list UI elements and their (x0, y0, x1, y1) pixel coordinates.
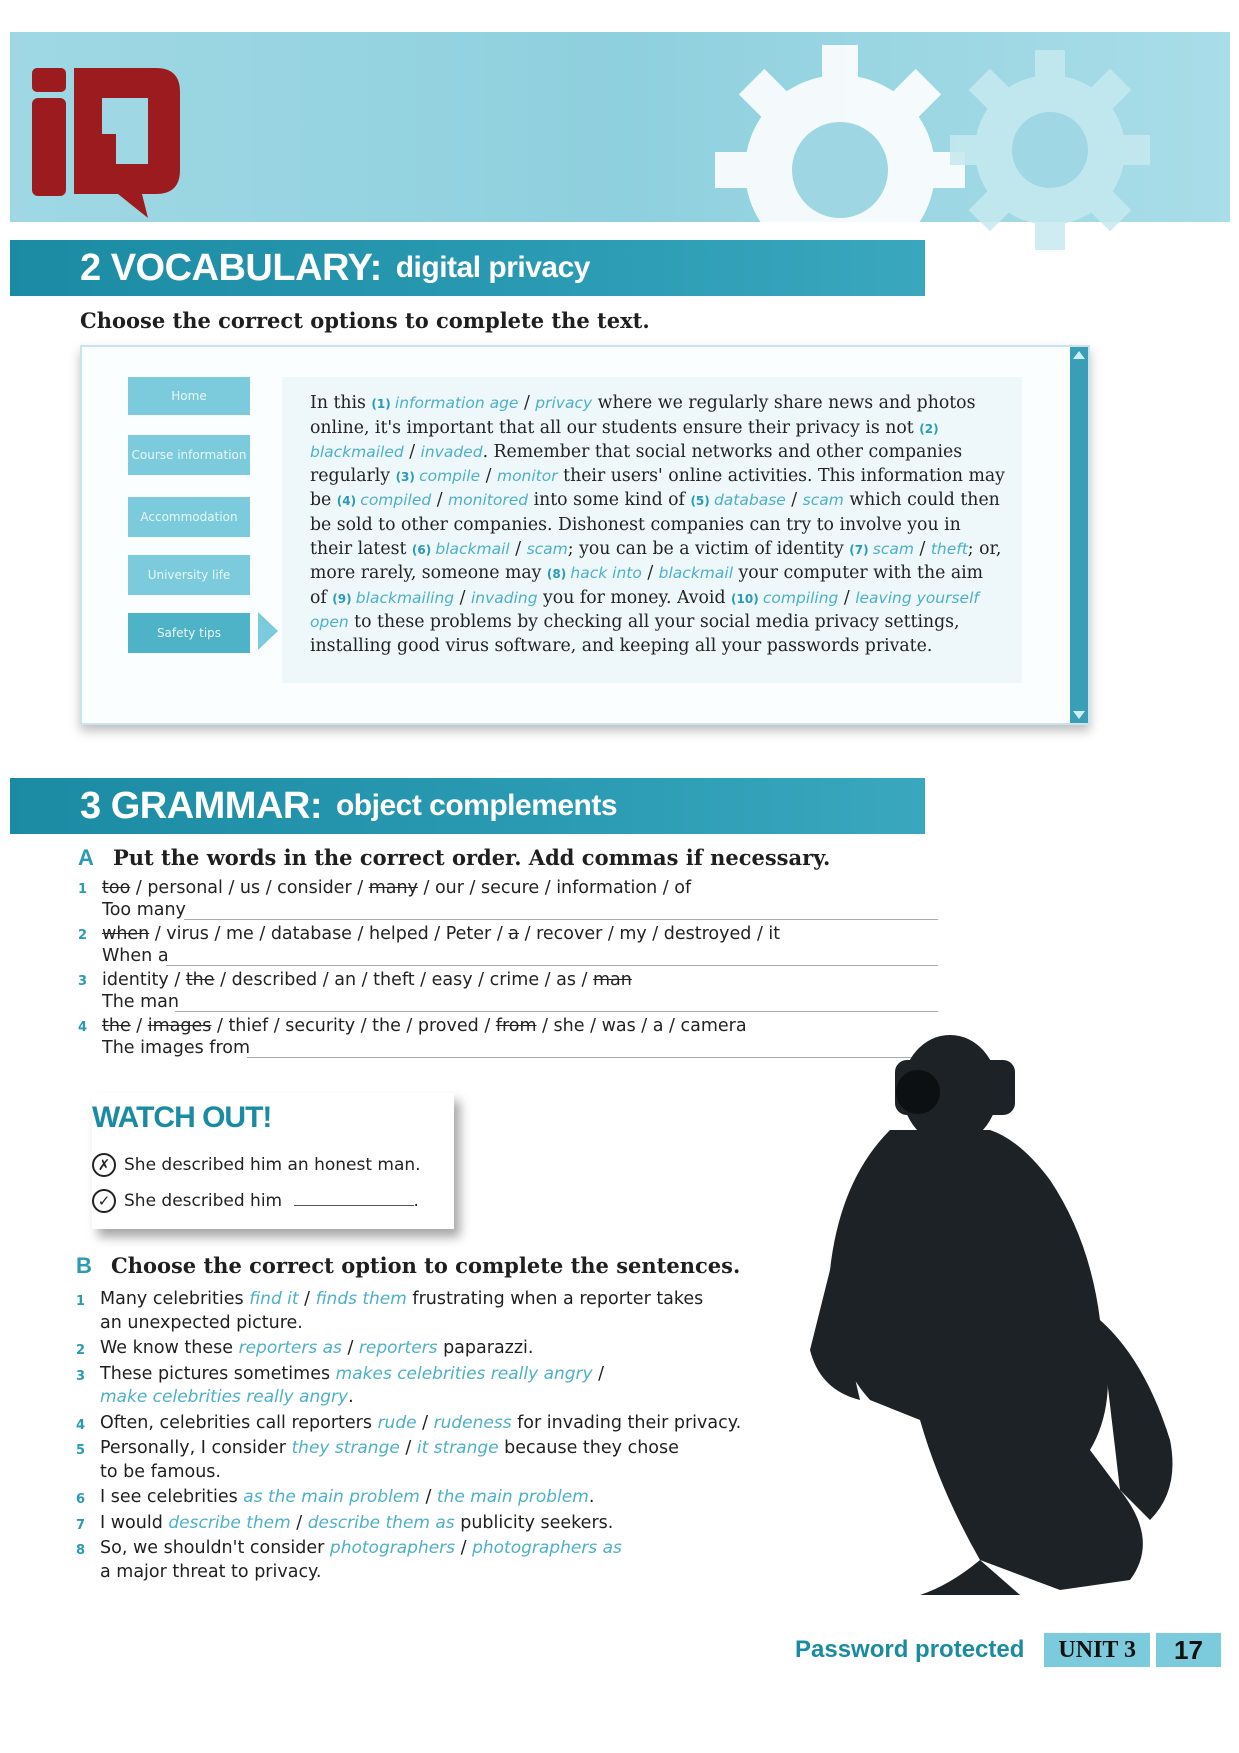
option-choice[interactable]: privacy (535, 394, 593, 412)
word: database (270, 924, 352, 944)
nav-accommodation[interactable]: Accommodation (128, 497, 250, 537)
photographer-silhouette (800, 1020, 1200, 1600)
item-number: (3) (395, 469, 420, 484)
word: was (601, 1016, 636, 1036)
item-number: (7) (849, 542, 873, 557)
exercise-item (76, 1337, 836, 1361)
option-choice[interactable]: monitored (448, 491, 529, 510)
separator: / (168, 970, 186, 990)
page-number: 17 (1156, 1633, 1221, 1667)
separator: / (472, 970, 490, 990)
separator: / (253, 924, 271, 944)
option-choice[interactable]: describe them as (307, 1512, 455, 1533)
crossed-word: images (147, 1016, 212, 1036)
iq-logo (32, 68, 180, 218)
item-number: 1 (76, 1294, 86, 1309)
option-choice[interactable]: leaving yourself open (310, 588, 979, 632)
exercise-instruction: Put the words in the correct order. Add commas if necessary. (112, 845, 831, 870)
separator: / (222, 878, 240, 898)
crossed-word: the (185, 970, 215, 990)
text-segment: / (509, 538, 527, 559)
text-segment: / (914, 538, 931, 559)
separator: / (478, 1016, 496, 1036)
word: of (674, 878, 692, 898)
separator: / (463, 878, 481, 898)
answer-start: The man (102, 992, 179, 1012)
item-number: (6) (411, 542, 436, 557)
crossed-word: too (102, 878, 131, 898)
exercise-item (78, 878, 938, 924)
separator: / (356, 970, 374, 990)
option-choice[interactable]: scam (872, 539, 914, 558)
word: our (434, 878, 464, 898)
item-number: 2 (76, 1343, 86, 1358)
text-segment: / (454, 587, 471, 608)
option-choice[interactable]: make celebrities really angry (100, 1387, 349, 1407)
text-segment: In this (310, 393, 372, 413)
separator: / (519, 924, 537, 944)
word: me (225, 924, 254, 944)
separator: / (268, 1016, 286, 1036)
text-segment: / (419, 1487, 437, 1507)
text-segment: So, we shouldn't consider (100, 1538, 330, 1558)
text-segment: / (431, 490, 449, 511)
crossed-word: from (495, 1016, 537, 1036)
nav-course-information[interactable]: Course information (128, 435, 250, 475)
exercise-item (78, 970, 938, 1016)
option-choice[interactable]: blackmail (435, 539, 510, 558)
text-segment: you for money. Avoid (537, 587, 732, 608)
active-arrow-icon (258, 612, 278, 650)
scroll-down-icon[interactable] (1073, 711, 1085, 719)
word: Peter (445, 924, 492, 944)
option-choice[interactable]: blackmailed (310, 443, 404, 462)
item-number: 1 (78, 882, 88, 897)
unit-label: UNIT 3 (1044, 1633, 1150, 1667)
separator: / (751, 924, 769, 944)
separator: / (428, 924, 446, 944)
option-choice[interactable]: rudeness (433, 1412, 512, 1433)
check-icon: ✓ (92, 1189, 116, 1213)
option-choice[interactable]: describe them (168, 1512, 291, 1533)
item-number: (1) (371, 397, 395, 411)
crossed-word: the (102, 1016, 131, 1036)
answer-start: The images from (102, 1038, 251, 1058)
word: thief (228, 1016, 269, 1036)
text-segment: where we regularly share news and photos online, it's important that all our students ensure their privacy is not (310, 393, 976, 438)
item-number: 3 (76, 1368, 86, 1384)
text-segment: your computer with the aim of (310, 563, 984, 608)
right-example-end: . (413, 1191, 419, 1211)
item-number: 7 (76, 1517, 86, 1533)
word-list (102, 1016, 747, 1036)
exercise-item (76, 1486, 836, 1510)
exercise-b-list (76, 1288, 836, 1586)
gear-icon (940, 40, 1160, 260)
separator: / (130, 1016, 148, 1036)
separator: / (351, 924, 369, 944)
text-segment: We know these (100, 1338, 239, 1358)
item-number: 4 (76, 1417, 86, 1433)
exercise-letter: B (76, 1253, 92, 1278)
text-segment: an unexpected picture. (100, 1312, 303, 1333)
option-choice[interactable]: find it (249, 1289, 299, 1309)
text-segment: / (399, 1438, 417, 1458)
item-number: (4) (336, 494, 361, 509)
exercise-letter: A (78, 845, 94, 870)
text-segment: / (785, 490, 803, 511)
exercise-item (76, 1437, 836, 1484)
separator: / (414, 970, 432, 990)
watch-out-box (92, 1093, 454, 1229)
word: the (372, 1016, 401, 1036)
word: virus (166, 924, 209, 944)
item-number: 8 (76, 1543, 86, 1558)
word: theft (373, 970, 415, 990)
separator: / (149, 924, 167, 944)
separator: / (602, 924, 620, 944)
text-segment: to these problems by checking all your social media privacy settings, installing good virus software, and keeping all your passwords private. (310, 612, 960, 656)
word: us (239, 878, 261, 898)
crossed-word: when (102, 924, 150, 944)
text-segment: These pictures sometimes (100, 1363, 336, 1384)
option-choice[interactable]: rude (377, 1412, 417, 1433)
text-segment: / (480, 465, 497, 486)
right-example-text: She described him (124, 1191, 283, 1211)
word: an (334, 970, 357, 990)
option-choice[interactable]: blackmailing (355, 588, 455, 607)
answer-start: Too many (102, 900, 186, 920)
separator: / (130, 878, 148, 898)
option-choice[interactable]: hack into (570, 564, 642, 583)
section-title: 3 GRAMMAR: (80, 784, 322, 827)
separator: / (657, 878, 675, 898)
word: proved (417, 1016, 479, 1036)
exercise-item (76, 1512, 836, 1536)
text-segment: / (403, 442, 421, 463)
scrollbar[interactable] (1070, 347, 1088, 723)
word: she (553, 1016, 585, 1036)
exercise-b-header (76, 1253, 740, 1279)
separator: / (317, 970, 335, 990)
cross-icon: ✗ (92, 1153, 116, 1177)
separator: / (646, 924, 664, 944)
wrong-example (92, 1153, 421, 1177)
separator: / (584, 1016, 602, 1036)
option-choice[interactable]: scam (802, 491, 844, 510)
word-list (102, 878, 691, 898)
option-choice[interactable]: makes celebrities really angry (335, 1363, 593, 1384)
right-example (92, 1189, 419, 1213)
item-number: 6 (76, 1492, 86, 1507)
word: my (619, 924, 647, 944)
crossed-word: a (508, 924, 520, 944)
option-choice[interactable]: theft (930, 539, 968, 558)
text-segment: / (592, 1363, 605, 1384)
separator: / (539, 970, 557, 990)
word: crime (489, 970, 540, 990)
option-choice[interactable]: information age (394, 394, 519, 412)
option-choice[interactable]: invaded (420, 443, 483, 462)
separator: / (208, 924, 226, 944)
exercise-item (76, 1412, 836, 1436)
grammar-section-header (10, 778, 925, 834)
text-segment: Personally, I consider (100, 1438, 292, 1458)
answer-line[interactable] (175, 1010, 938, 1012)
item-number: 3 (78, 974, 88, 989)
option-choice[interactable]: reporters as (238, 1338, 342, 1358)
watch-out-title: WATCH OUT! (92, 1101, 272, 1134)
answer-blank[interactable] (294, 1205, 414, 1206)
text-segment: into some kind of (528, 490, 691, 511)
separator: / (491, 924, 509, 944)
word: personal (147, 878, 223, 898)
nav-home[interactable]: Home (128, 377, 250, 415)
option-choice[interactable]: monitor (496, 466, 558, 485)
word: easy (431, 970, 473, 990)
word: information (556, 878, 658, 898)
separator: / (417, 878, 435, 898)
footer-title: Password protected (795, 1636, 1025, 1663)
option-choice[interactable]: compiled (360, 491, 432, 510)
scroll-up-icon[interactable] (1073, 351, 1085, 359)
text-segment: because they chose (498, 1438, 679, 1458)
option-choice[interactable]: compiling (762, 588, 839, 607)
item-number: (10) (731, 591, 763, 606)
text-segment: / (298, 1289, 316, 1309)
section-subtitle: digital privacy (395, 251, 590, 284)
word: described (231, 970, 318, 990)
text-segment: / (290, 1512, 308, 1533)
item-number: (5) (690, 494, 714, 509)
section-title: 2 VOCABULARY: (80, 246, 382, 289)
separator: / (635, 1016, 653, 1036)
option-choice[interactable]: photographers (329, 1538, 456, 1558)
text-segment: their users' online activities. This information may be (310, 465, 1005, 511)
item-number: (2) (919, 421, 939, 436)
item-number: (8) (546, 567, 571, 582)
text-segment: frustrating when a reporter takes (406, 1289, 704, 1309)
option-choice[interactable]: compile (419, 466, 481, 485)
option-choice[interactable]: photographers as (472, 1538, 622, 1558)
word: consider (277, 878, 352, 898)
separator: / (575, 970, 593, 990)
word: a (652, 1016, 664, 1036)
word: recover (536, 924, 603, 944)
separator: / (355, 1016, 373, 1036)
section-subtitle: object complements (335, 789, 618, 822)
text-segment: Many celebrities (100, 1289, 250, 1309)
separator: / (351, 878, 369, 898)
answer-start: When a (102, 946, 169, 966)
text-segment: / (416, 1412, 434, 1433)
text-segment: / (455, 1538, 473, 1558)
word: camera (680, 1016, 747, 1036)
browser-window (80, 345, 1090, 725)
option-choice[interactable]: scam (526, 539, 568, 558)
separator: / (211, 1016, 229, 1036)
text-segment: paparazzi. (437, 1338, 534, 1358)
option-choice[interactable]: reporters (358, 1338, 438, 1358)
option-choice[interactable]: the main problem (436, 1487, 589, 1507)
option-choice[interactable]: database (713, 491, 786, 510)
separator: / (214, 970, 232, 990)
exercise-item (76, 1537, 836, 1584)
text-segment: . (588, 1487, 595, 1507)
vocabulary-instruction: Choose the correct options to complete the text. (80, 308, 650, 333)
word: secure (480, 878, 540, 898)
wrong-example-text: She described him an honest man. (124, 1155, 421, 1175)
answer-line[interactable] (166, 964, 938, 966)
text-segment: / (341, 1338, 359, 1358)
crossed-word: man (593, 970, 632, 990)
answer-line[interactable] (184, 918, 938, 920)
vocabulary-text (310, 392, 1005, 659)
word-list (102, 924, 780, 944)
text-segment: Often, celebrities call reporters (100, 1412, 378, 1433)
option-choice[interactable]: finds them (315, 1289, 407, 1309)
word: security (285, 1016, 356, 1036)
word: helped (368, 924, 429, 944)
word: as (556, 970, 576, 990)
text-segment: publicity seekers. (454, 1512, 614, 1533)
nav-safety-tips[interactable]: Safety tips (128, 613, 250, 653)
item-number: (9) (332, 591, 356, 606)
exercise-instruction: Choose the correct option to complete the sentences. (110, 1253, 741, 1278)
option-choice[interactable]: blackmail (658, 564, 734, 583)
text-segment: . Remember that social networks and other companies regularly (310, 442, 963, 486)
option-choice[interactable]: invading (470, 588, 538, 607)
text-segment: . (348, 1387, 354, 1407)
text-segment: ; you can be a victim of identity (567, 538, 850, 559)
separator: / (663, 1016, 681, 1036)
item-number: 4 (78, 1020, 88, 1035)
separator: / (539, 878, 557, 898)
item-number: 2 (78, 928, 88, 943)
text-segment: a major threat to privacy. (100, 1561, 322, 1582)
crossed-word: many (368, 878, 418, 898)
text-segment: / (518, 393, 536, 413)
word-list (102, 970, 632, 990)
item-number: 5 (76, 1443, 86, 1458)
text-segment: / (641, 563, 659, 584)
text-segment: / (838, 587, 856, 608)
exercise-item (76, 1363, 836, 1410)
text-segment: ; or, more rarely, someone may (310, 538, 1002, 584)
vocabulary-section-header (10, 240, 925, 296)
text-segment: I see celebrities (100, 1487, 244, 1507)
text-segment: I would (100, 1512, 169, 1533)
separator: / (260, 878, 278, 898)
text-segment: for invading their privacy. (511, 1412, 742, 1433)
exercise-item (78, 924, 938, 970)
page-footer (795, 1632, 1221, 1668)
word: it (768, 924, 781, 944)
text-segment: which could then be sold to other companies. Dishonest companies can try to involve you in their latest (310, 490, 1000, 559)
word: identity (102, 970, 169, 990)
text-segment: to be famous. (100, 1461, 221, 1482)
option-choice[interactable]: it strange (416, 1438, 499, 1458)
option-choice[interactable]: they strange (291, 1438, 400, 1458)
exercise-item (76, 1288, 836, 1335)
separator: / (400, 1016, 418, 1036)
separator: / (536, 1016, 554, 1036)
option-choice[interactable]: as the main problem (243, 1487, 420, 1507)
exercise-a-header (78, 845, 830, 871)
nav-university-life[interactable]: University life (128, 555, 250, 595)
word: destroyed (663, 924, 752, 944)
